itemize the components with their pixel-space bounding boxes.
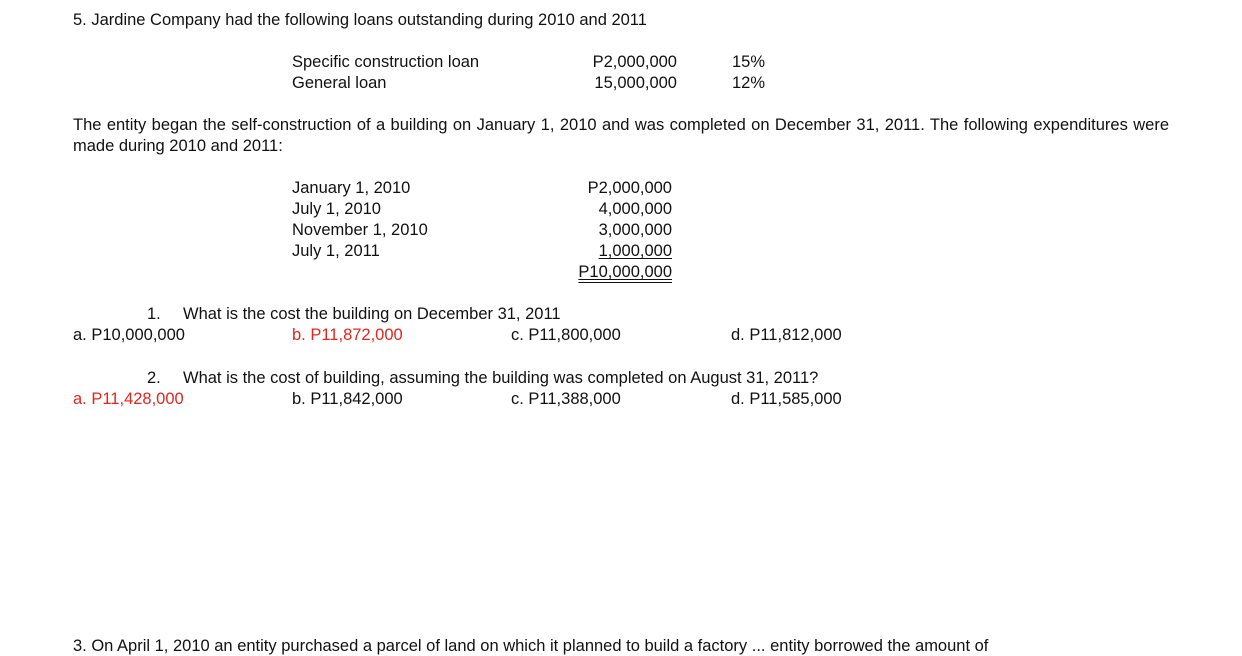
loan-amount: P2,000,000 [592,53,677,71]
expenditure-amount: 1,000,000 [598,242,672,260]
loan-rate: 15% [732,53,766,71]
expenditure-date: July 1, 2010 [292,200,381,218]
question-text: What is the cost the building on December 31, 2011 [183,305,561,323]
cutoff-text: 3. On April 1, 2010 an entity purchased a parcel of land on which it planned to build a factory ... entity borrowed the amount of [73,637,989,655]
choice-b[interactable]: b. P11,842,000 [292,390,403,408]
question-number: 1. [147,305,161,323]
choice-a[interactable]: a. P11,428,000 [73,390,184,408]
loan-name: General loan [292,74,387,92]
problem-paragraph: The entity began the self-construction of a building on January 1, 2010 and was completed on December 31, 2011. The following expenditures were made during 2010 and 2011: [73,116,1169,155]
question-text: What is the cost of building, assuming the building was completed on August 31, 2011? [183,369,819,387]
problem-heading: 5. Jardine Company had the following loans outstanding during 2010 and 2011 [73,11,647,29]
choice-c[interactable]: c. P11,800,000 [511,326,621,344]
expenditure-amount: P2,000,000 [587,179,672,197]
expenditure-date: July 1, 2011 [292,242,380,260]
choice-c[interactable]: c. P11,388,000 [511,390,621,408]
question-number: 2. [147,369,161,387]
expenditure-total-cell [540,262,672,282]
loan-rate: 12% [732,74,766,92]
expenditure-amount: 3,000,000 [598,221,672,239]
expenditure-amount: 4,000,000 [598,200,672,218]
expenditure-amount-cell [540,241,672,261]
expenditure-date: November 1, 2010 [292,221,428,239]
loan-amount: 15,000,000 [594,74,677,92]
choice-d[interactable]: d. P11,585,000 [731,390,842,408]
choice-b[interactable]: b. P11,872,000 [292,326,403,344]
loan-name: Specific construction loan [292,53,480,71]
expenditure-total: P10,000,000 [578,263,672,281]
expenditure-date: January 1, 2010 [292,179,411,197]
choice-a[interactable]: a. P10,000,000 [73,326,185,344]
choice-d[interactable]: d. P11,812,000 [731,326,842,344]
